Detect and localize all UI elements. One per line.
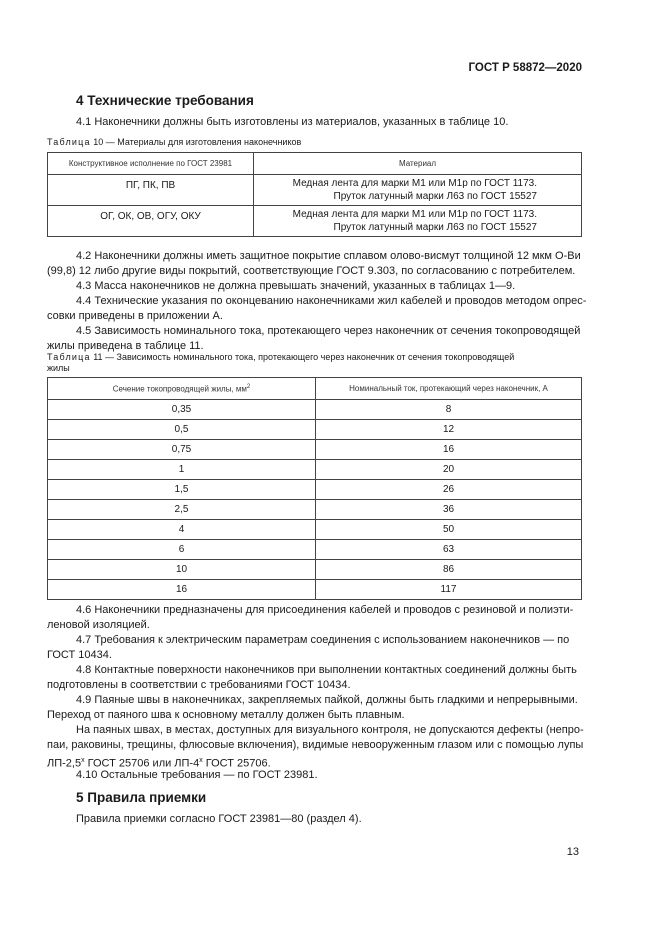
table-cell-current: 16: [316, 440, 582, 460]
section-5-heading: 5 Правила приемки: [76, 790, 207, 805]
table-row: [48, 540, 582, 560]
table-cell-current: 26: [316, 480, 582, 500]
table-11-caption-text: 11 — Зависимость номинального тока, протекающего через наконечник от сечения токопроводящей: [90, 352, 515, 362]
table-cell-current: 50: [316, 520, 582, 540]
table-row: [48, 520, 582, 540]
material-line: Медная лента для марки М1 или М1р по ГОСТ 1173.: [292, 209, 537, 220]
table-cell-section: 2,5: [48, 500, 316, 520]
table-11-caption: [47, 352, 514, 363]
column-header-type: Конструктивное исполнение по ГОСТ 23981: [48, 153, 254, 175]
table-cell-section: 1,5: [48, 480, 316, 500]
superscript: 2: [246, 383, 251, 390]
paragraph-4-9-line-1: 4.9 Паяные швы в наконечниках, закрепляемых пайкой, должны быть гладкими и непрерывными.: [76, 694, 578, 706]
table-cell-section: 1: [48, 460, 316, 480]
table-row: [48, 400, 582, 420]
materials-table: [47, 152, 582, 237]
page-number: 13: [566, 846, 579, 858]
table-header-row: [48, 153, 582, 175]
paragraph-4-5-line-2: жилы приведена в таблице 11.: [47, 340, 204, 352]
table-11-caption-label: Таблица: [47, 352, 91, 362]
table-cell-section: 10: [48, 560, 316, 580]
table-cell-current: 20: [316, 460, 582, 480]
table-cell-section: 0,5: [48, 420, 316, 440]
section-4-heading: 4 Технические требования: [76, 93, 254, 108]
column-header-section-text: Сечение токопроводящей жилы, мм: [112, 384, 247, 394]
text-run: ЛП-2,5: [47, 757, 82, 770]
table-header-row: [48, 378, 582, 400]
paragraph-4-7-line-1: 4.7 Требования к электрическим параметрам соединения с использованием наконечников — по: [76, 634, 570, 646]
table-cell-section: 16: [48, 580, 316, 600]
paragraph-4-6-line-2: леновой изоляцией.: [47, 619, 150, 631]
table-cell-current: 63: [316, 540, 582, 560]
superscript: х: [199, 757, 203, 764]
paragraph-4-8-line-1: 4.8 Контактные поверхности наконечников при выполнении контактных соединений должны быть: [76, 664, 577, 676]
table-11-caption-line-2: жилы: [47, 363, 70, 373]
paragraph-4-4-line-1: 4.4 Технические указания по оконцеванию наконечниками жил кабелей и проводов методом опрес-: [76, 295, 587, 307]
material-line: Медная лента для марки М1 или М1р по ГОСТ 1173.: [292, 178, 537, 189]
paragraph-4-9-line-3: На паяных швах, в местах, доступных для визуального контроля, не допускаются дефекты (непро-: [76, 724, 584, 736]
paragraph-4-10: 4.10 Остальные требования — по ГОСТ 23981.: [76, 769, 318, 781]
paragraph-4-9-line-2: Переход от паяного шва к основному металлу должен быть плавным.: [47, 709, 405, 721]
paragraph-4-6-line-1: 4.6 Наконечники предназначены для присоединения кабелей и проводов с резиновой и полиэти-: [76, 604, 574, 616]
section-5-text: Правила приемки согласно ГОСТ 23981—80 (раздел 4).: [76, 813, 362, 825]
table-row: [48, 480, 582, 500]
text-run: ГОСТ 25706 или ЛП-4: [84, 757, 200, 770]
material-line: Пруток латунный марки Л63 по ГОСТ 15527: [333, 191, 537, 202]
table-10-caption: [47, 137, 301, 148]
paragraph-4-9-line-4: паи, раковины, трещины, флюсовые включения), видимые невооруженным глазом или с помощью лупы: [47, 739, 584, 751]
table-cell-material: [254, 206, 582, 237]
table-row: [48, 580, 582, 600]
document-code: ГОСТ Р 58872—2020: [468, 62, 582, 74]
table-cell-current: 12: [316, 420, 582, 440]
table-cell-type: ОГ, ОК, ОВ, ОГУ, ОКУ: [48, 206, 254, 237]
current-rating-table: [47, 377, 582, 600]
paragraph-4-1: 4.1 Наконечники должны быть изготовлены из материалов, указанных в таблице 10.: [76, 116, 509, 128]
paragraph-4-5-line-1: 4.5 Зависимость номинального тока, протекающего через наконечник от сечения токопроводящей: [76, 325, 581, 337]
text-run: ГОСТ 25706.: [202, 757, 271, 770]
table-10-caption-label: Таблица: [47, 137, 91, 147]
table-row: [48, 206, 582, 237]
table-row: [48, 175, 582, 206]
table-cell-section: 6: [48, 540, 316, 560]
paragraph-4-2-line-2: (99,8) 12 либо другие виды покрытий, соответствующие ГОСТ 9.303, по согласованию с потребителем.: [47, 265, 576, 277]
column-header-material: Материал: [254, 153, 582, 175]
table-row: [48, 420, 582, 440]
table-row: [48, 560, 582, 580]
table-cell-section: 4: [48, 520, 316, 540]
paragraph-4-3: 4.3 Масса наконечников не должна превышать значений, указанных в таблицах 1—9.: [76, 280, 516, 292]
column-header-current: Номинальный ток, протекающий через наконечник, А: [316, 378, 582, 400]
superscript: х: [81, 757, 85, 764]
table-row: [48, 460, 582, 480]
table-10-caption-text: 10 — Материалы для изготовления наконечников: [90, 137, 302, 147]
table-cell-section: 0,35: [48, 400, 316, 420]
table-cell-current: 86: [316, 560, 582, 580]
table-11-body: [48, 400, 582, 600]
table-cell-section: 0,75: [48, 440, 316, 460]
table-row: [48, 500, 582, 520]
table-cell-material: [254, 175, 582, 206]
paragraph-4-7-line-2: ГОСТ 10434.: [47, 649, 112, 661]
table-cell-type: ПГ, ПК, ПВ: [48, 175, 254, 206]
table-cell-current: 36: [316, 500, 582, 520]
material-line: Пруток латунный марки Л63 по ГОСТ 15527: [333, 222, 537, 233]
table-cell-current: 8: [316, 400, 582, 420]
paragraph-4-8-line-2: подготовлены в соответствии с требованиями ГОСТ 10434.: [47, 679, 351, 691]
table-row: [48, 440, 582, 460]
paragraph-4-2-line-1: 4.2 Наконечники должны иметь защитное покрытие сплавом олово-висмут толщиной 12 мкм О-Ви: [76, 250, 581, 262]
paragraph-4-4-line-2: совки приведены в приложении А.: [47, 310, 223, 322]
column-header-section: [48, 378, 316, 400]
table-cell-current: 117: [316, 580, 582, 600]
